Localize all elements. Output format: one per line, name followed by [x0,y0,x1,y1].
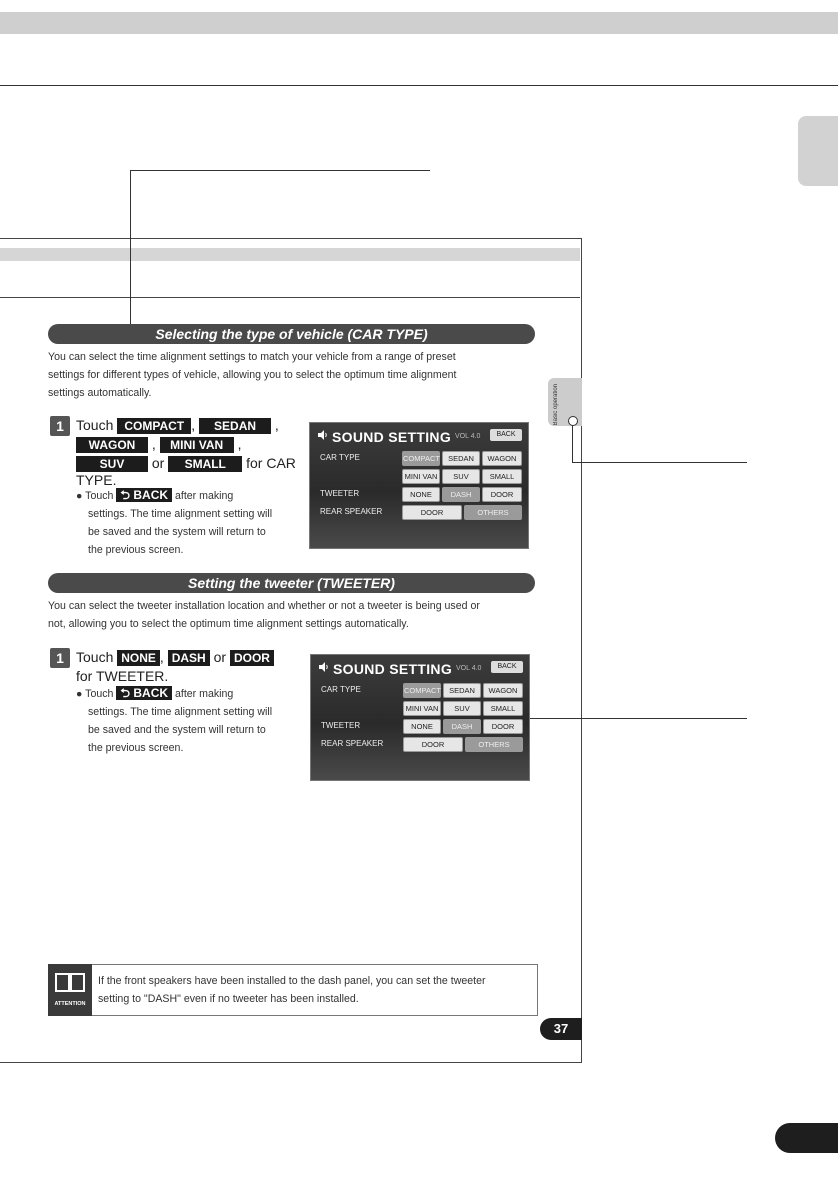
attention-label: ATTENTION [54,1001,86,1007]
inner-side-tab-label: Basic operation [553,384,559,426]
frame-header-rule [0,297,580,298]
back-arrow-icon: ⮌ [120,686,131,700]
attention-icon-panel [48,964,92,1016]
speaker-icon [318,430,328,440]
book-icon [48,964,92,1016]
frame-header-band [0,248,580,261]
screen-suv-button[interactable]: SUV [443,701,481,716]
chapter-tab [798,116,838,186]
screen-suv-button[interactable]: SUV [442,469,480,484]
screen-compact-button[interactable]: COMPACT [402,451,440,466]
screen-back-button[interactable]: BACK [490,429,522,441]
section2-bullet: ● Touch ⮌ BACK after making settings. The time alignment setting will be saved and the system will return to the previous screen. [76,686,273,754]
section1-step-text: Touch COMPACT , SEDAN , WAGON , MINI VAN , SUV or SMALL for CAR TYPE. [76,417,296,488]
header-rule [0,85,838,86]
tweeter-label: TWEETER [320,489,360,498]
speaker-icon [319,662,329,672]
callout-tab-vertical [572,420,573,462]
wagon-button: WAGON [76,437,148,453]
callout-top-vertical [130,170,131,333]
screen-sedan-button[interactable]: SEDAN [443,683,481,698]
back-arrow-icon: ⮌ [120,488,131,502]
callout-dot-tab [568,416,578,426]
none-button: NONE [117,650,160,666]
screen-door-button[interactable]: DOOR [482,487,522,502]
screen-wagon-button[interactable]: WAGON [483,683,523,698]
section2-title: Setting the tweeter (TWEETER) [48,573,535,593]
section1-step-number: 1 [50,416,70,436]
header-bar [0,12,838,34]
tweeter-label: TWEETER [321,721,361,730]
small-button: SMALL [168,456,242,472]
car-type-label: CAR TYPE [320,453,360,462]
page-number: 37 [540,1018,582,1040]
door-button: DOOR [230,650,274,666]
section2-description: You can select the tweeter installation location and whether or not a tweeter is being used or not, allowing you to select the optimum time alignment settings automatically. [48,600,480,630]
sound-setting-screen-2 [310,654,530,781]
screen-door-button[interactable]: DOOR [483,719,523,734]
screen-rear-door-button[interactable]: DOOR [403,737,463,752]
section2-step-text: Touch NONE , DASH or DOOR for TWEETER. [76,649,301,685]
screen-small-button[interactable]: SMALL [483,701,523,716]
screen-minivan-button[interactable]: MINI VAN [403,701,441,716]
screen-none-button[interactable]: NONE [403,719,441,734]
sedan-button: SEDAN [199,418,271,434]
screen-rear-door-button[interactable]: DOOR [402,505,462,520]
back-button-label-2: ⮌ BACK [116,686,172,700]
section2-step-number: 1 [50,648,70,668]
volume-readout: VOL 4.0 [456,665,482,672]
screen-title: SOUND SETTING [333,661,453,677]
back-button-label: ⮌ BACK [116,488,172,502]
screen-back-button[interactable]: BACK [491,661,523,673]
section1-bullet: ● Touch ⮌ BACK after making settings. The time alignment setting will be saved and the system will return to the previous screen. [76,488,273,556]
section1-title: Selecting the type of vehicle (CAR TYPE) [48,324,535,344]
section1-description: You can select the time alignment settings to match your vehicle from a range of preset settings for different types of vehicle, allowing you to select the optimum time alignment settings automatically. [48,351,457,399]
callout-tab-horizontal [572,462,747,463]
screen-minivan-button[interactable]: MINI VAN [402,469,440,484]
screen-others-button[interactable]: OTHERS [464,505,522,520]
screen-others-button[interactable]: OTHERS [465,737,523,752]
volume-readout: VOL 4.0 [455,433,481,440]
outer-page-badge [775,1123,838,1153]
screen-sedan-button[interactable]: SEDAN [442,451,480,466]
sound-setting-screen-1 [309,422,529,549]
attention-text: If the front speakers have been installed to the dash panel, you can set the tweeter setting to "DASH" even if no tweeter has been installed. [98,975,486,1005]
dash-button: DASH [168,650,210,666]
rear-speaker-label: REAR SPEAKER [320,507,383,516]
screen-wagon-button[interactable]: WAGON [482,451,522,466]
callout-screen-horizontal [510,718,747,719]
car-type-label: CAR TYPE [321,685,361,694]
screen-title: SOUND SETTING [332,429,452,445]
screen-none-button[interactable]: NONE [402,487,440,502]
screen-dash-button[interactable]: DASH [443,719,481,734]
suv-button: SUV [76,456,148,472]
screen-small-button[interactable]: SMALL [482,469,522,484]
rear-speaker-label: REAR SPEAKER [321,739,384,748]
minivan-button: MINI VAN [160,437,234,453]
compact-button: COMPACT [117,418,191,434]
callout-top-horizontal [130,170,430,171]
screen-compact-button[interactable]: COMPACT [403,683,441,698]
screen-dash-button[interactable]: DASH [442,487,480,502]
